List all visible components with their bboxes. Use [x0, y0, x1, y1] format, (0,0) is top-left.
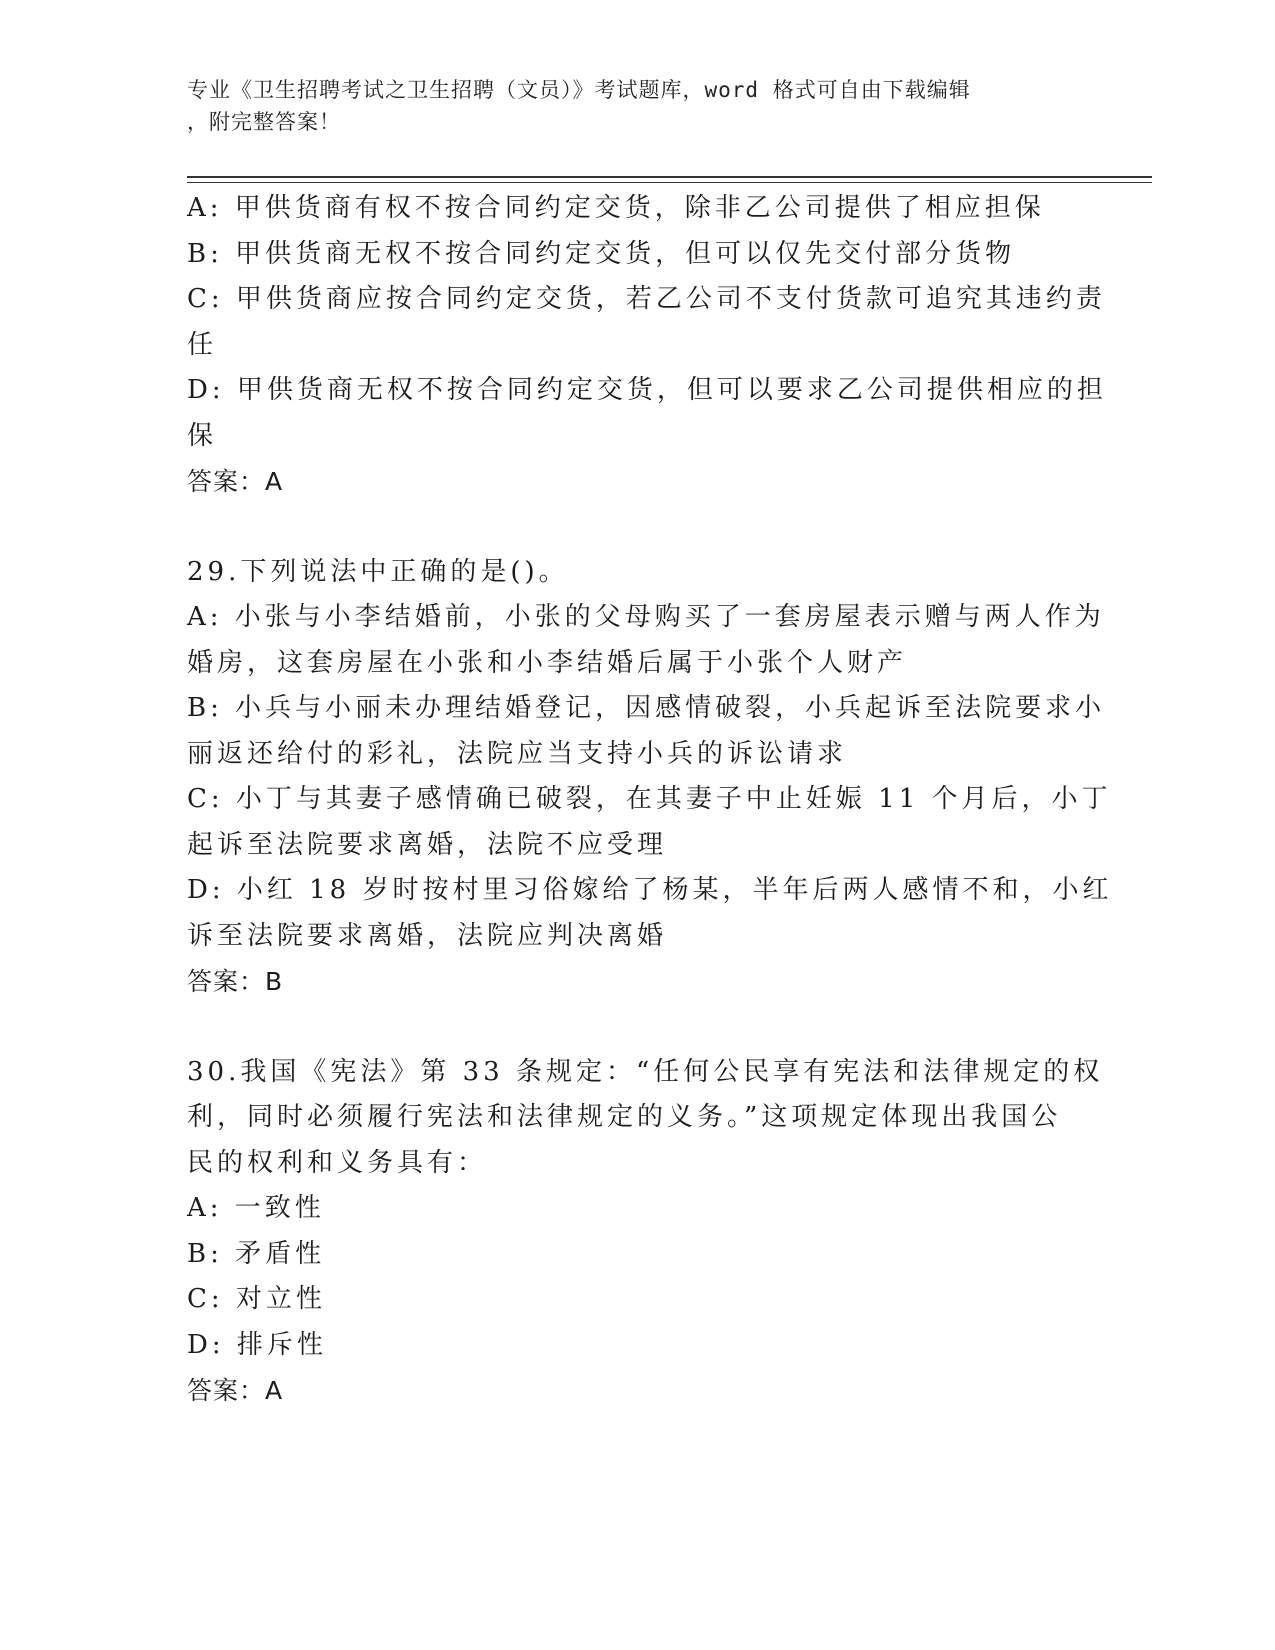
option-a: A: 一致性: [187, 1193, 325, 1223]
stem-line: 利，同时必须履行宪法和法律规定的义务。”这项规定体现出我国公: [187, 1102, 1062, 1132]
option-line: 起诉至法院要求离婚，法院不应受理: [187, 829, 668, 860]
option-line: 丽返还给付的彩礼，法院应当支持小兵的诉讼请求: [187, 738, 848, 769]
option-c: [187, 277, 1106, 368]
option-line: B: 甲供货商无权不按合同约定交货，但可以仅先交付部分货物: [187, 238, 1016, 269]
option-a: [187, 595, 1105, 686]
option-line: B: 小兵与小丽未办理结婚登记，因感情破裂，小兵起诉至法院要求小: [187, 693, 1106, 723]
header-line: ，附完整答案！: [187, 110, 341, 134]
question-content: [187, 186, 1113, 1414]
question-stem: 29.下列说法中正确的是()。: [187, 556, 569, 587]
option-line: D: 甲供货商无权不按合同约定交货，但可以要求乙公司提供相应的担: [187, 375, 1107, 405]
option-a: [187, 186, 1087, 232]
option-line: C: 小丁与其妻子感情确已破裂，在其妻子中止妊娠 11 个月后，小丁: [187, 784, 1112, 814]
spacer: [187, 1005, 1087, 1050]
answer-label: 答案：A: [187, 1376, 284, 1405]
spacer: [187, 505, 1087, 550]
stem-line: 30.我国《宪法》第 33 条规定：“任何公民享有宪法和法律规定的权: [187, 1056, 1104, 1087]
header-rule: [187, 182, 1152, 183]
answer-label: 答案：B: [187, 967, 284, 996]
option-d: D: 排斥性: [187, 1329, 327, 1360]
answer-label: 答案：A: [187, 467, 284, 496]
option-line: 诉至法院要求离婚，法院应判决离婚: [187, 920, 668, 951]
option-line: 婚房，这套房屋在小张和小李结婚后属于小张个人财产: [187, 647, 908, 678]
question-block-30: [187, 1050, 1104, 1414]
stem-line: 民的权利和义务具有：: [187, 1147, 488, 1178]
option-c: [187, 777, 1112, 868]
question-block-29: [187, 550, 1113, 1005]
header-rule: [187, 176, 1152, 178]
header-line: 专业《卫生招聘考试之卫生招聘（文员）》考试题库，word 格式可自由下载编辑: [187, 78, 971, 102]
option-b: B: 矛盾性: [187, 1238, 326, 1269]
option-line: A: 小张与小李结婚前，小张的父母购买了一套房屋表示赠与两人作为: [187, 602, 1105, 632]
question-block-prev: [187, 186, 1107, 505]
option-b: [187, 232, 1087, 278]
option-line: D: 小红 18 岁时按村里习俗嫁给了杨某，半年后两人感情不和，小红: [187, 875, 1113, 905]
option-line: 任: [187, 329, 218, 360]
option-c: C: 对立性: [187, 1284, 326, 1314]
question-stem: [187, 1050, 1104, 1187]
option-b: [187, 686, 1106, 777]
option-line: A: 甲供货商有权不按合同约定交货，除非乙公司提供了相应担保: [187, 193, 1045, 223]
page-header: [187, 74, 1067, 138]
option-d: [187, 868, 1113, 959]
option-line: C: 甲供货商应按合同约定交货，若乙公司不支付货款可追究其违约责: [187, 284, 1106, 314]
option-d: [187, 368, 1107, 459]
option-line: 保: [187, 420, 218, 451]
